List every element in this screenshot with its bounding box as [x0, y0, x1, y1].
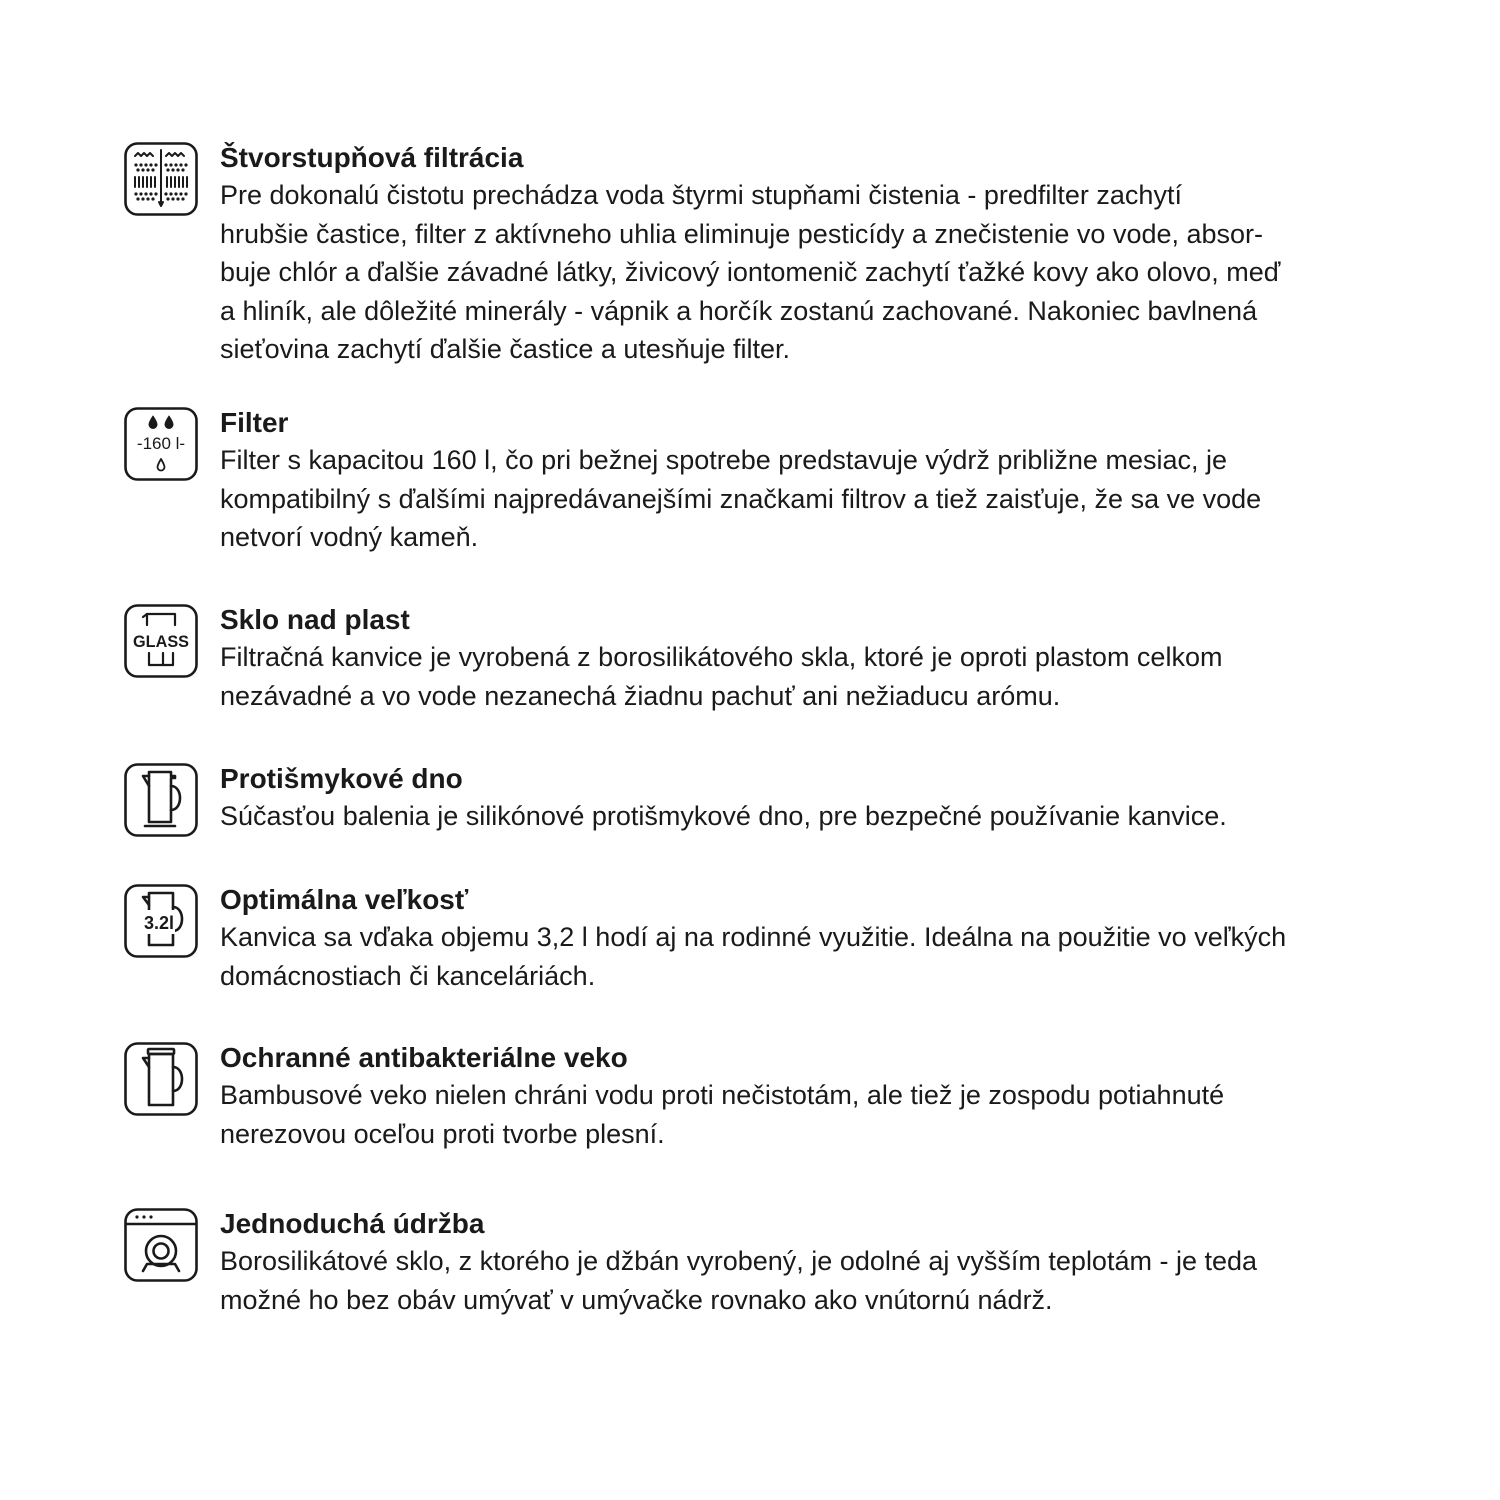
description-line: Filtračná kanvice je vyrobená z borosilikátového skla, ktoré je oproti plastom celkom: [220, 642, 1223, 672]
feature-title: Jednoduchá údržba: [220, 1208, 485, 1239]
description-line: Kanvica sa vďaka objemu 3,2 l hodí aj na rodinné využitie. Ideálna na použitie vo veľkých: [220, 922, 1287, 952]
description-line: buje chlór a ďalšie závadné látky, živicový iontomenič zachytí ťažké kovy ako olovo, meď: [220, 257, 1281, 287]
volume-jug-icon: [123, 883, 199, 959]
description-line: domácnostiach či kanceláriách.: [220, 960, 596, 991]
feature-title: Protišmykové dno: [220, 763, 463, 794]
feature-title: Štvorstupňová filtrácia: [220, 142, 524, 173]
feature-description: [220, 918, 1445, 995]
feature-title: Sklo nad plast: [220, 604, 410, 635]
feature-description: [220, 638, 1445, 715]
filtration-stages-icon: [123, 141, 199, 217]
anti-slip-jug-icon: [123, 762, 199, 838]
glass-icon: [123, 603, 199, 679]
volume-label: 3.2l: [143, 913, 175, 933]
glass-label: GLASS: [133, 632, 189, 651]
description-line: a hliník, ale dôležité minerály - vápnik a horčík zostanú zachované. Nakoniec bavlnená: [220, 295, 1258, 326]
lid-jug-icon: [123, 1041, 199, 1117]
feature-title: Optimálna veľkosť: [220, 884, 469, 915]
description-line: nerezovou oceľou proti tvorbe plesní.: [220, 1118, 665, 1149]
description-line: možné ho bez obáv umývať v umývačke rovnako ako vnútornú nádrž.: [220, 1284, 1053, 1315]
feature-description: [220, 797, 1445, 836]
description-line: Súčasťou balenia je silikónové protišmykové dno, pre bezpečné používanie kanvice.: [220, 801, 1227, 831]
feature-description: [220, 441, 1445, 557]
description-line: sieťovina zachytí ďalšie častice a utesňuje filter.: [220, 334, 791, 364]
feature-description: [220, 1076, 1445, 1153]
feature-description: [220, 1242, 1445, 1319]
description-line: Filter s kapacitou 160 l, čo pri bežnej spotrebe predstavuje výdrž približne mesiac, je: [220, 445, 1227, 475]
filter-capacity-icon: [123, 406, 199, 482]
description-line: Bambusové veko nielen chráni vodu proti nečistotám, ale tiež je zospodu potiahnuté: [220, 1080, 1225, 1110]
dishwasher-icon: [123, 1207, 199, 1283]
feature-description: [220, 176, 1445, 369]
description-line: nezávadné a vo vode nezanechá žiadnu pachuť ani nežiaducu arómu.: [220, 680, 1061, 711]
feature-title: Ochranné antibakteriálne veko: [220, 1042, 628, 1073]
feature-title: Filter: [220, 407, 289, 438]
filter-capacity-label: -160 l-: [136, 434, 186, 453]
description-line: Borosilikátové sklo, z ktorého je džbán vyrobený, je odolné aj vyšším teplotám - je teda: [220, 1246, 1258, 1276]
description-line: hrubšie častice, filter z aktívneho uhlia eliminuje pesticídy a znečistenie vo vode, absor-: [220, 218, 1264, 249]
description-line: Pre dokonalú čistotu prechádza voda štyrmi stupňami čistenia - predfilter zachytí: [220, 180, 1182, 210]
description-line: netvorí vodný kameň.: [220, 522, 479, 552]
description-line: kompatibilný s ďalšími najpredávanejšími značkami filtrov a tiež zaisťuje, že sa ve vode: [220, 483, 1262, 514]
